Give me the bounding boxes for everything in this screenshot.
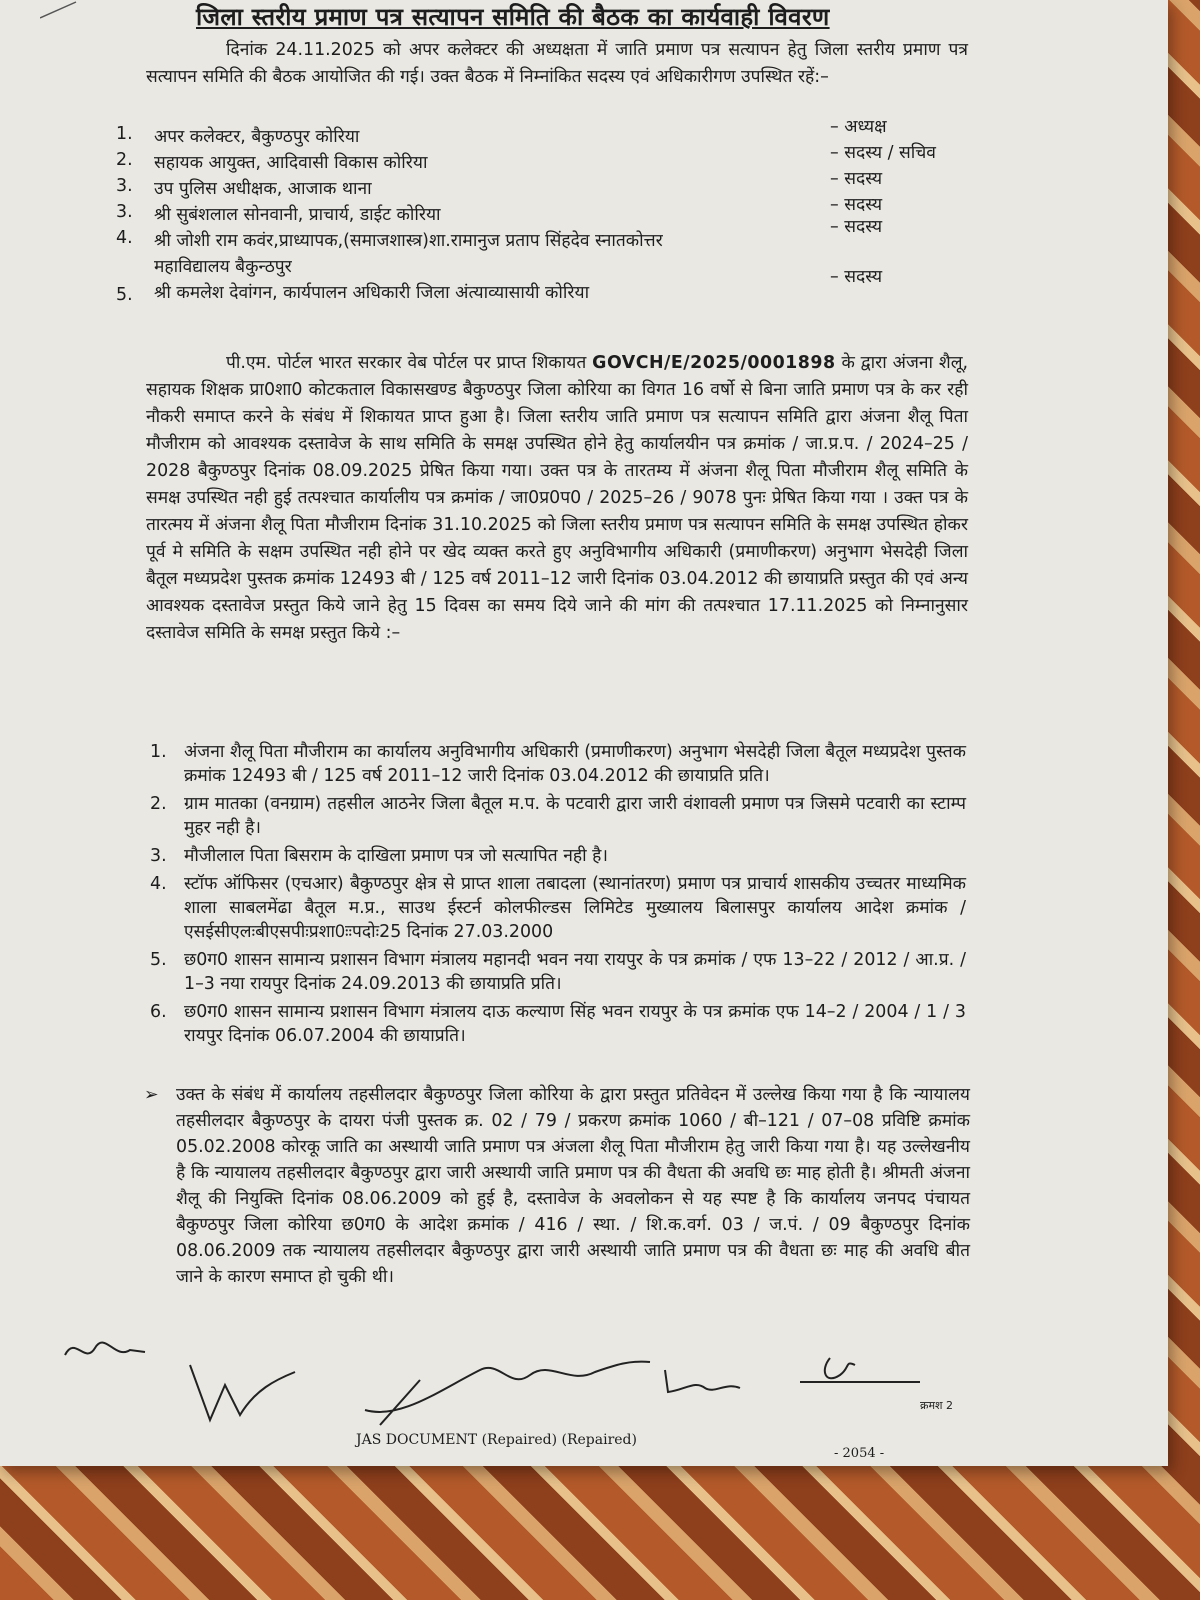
document-list [150, 740, 966, 1052]
member-role: – सदस्य / सचिव [830, 143, 936, 163]
member-name: श्री जोशी राम कवंर,प्राध्यापक,(समाजशास्त्र)शा.रामानुज प्रताप सिंहदेव स्नातकोत्तर महाविद्यालय बैकुन्ठपुर [154, 231, 663, 277]
item-text: छ0ग0 शासन सामान्य प्रशासन विभाग मंत्रालय महानदी भवन नया रायपुर के पत्र क्रमांक / एफ 13–22 / 2012 / आ.प्र. / 1–3 नया रायपुर दिनांक 24.09.2013 की छायाप्रति प्रति। [184, 950, 966, 994]
member-role: – अध्यक्ष [830, 117, 887, 137]
item-text: स्टॉफ ऑफिसर (एचआर) बैकुण्ठपुर क्षेत्र से प्राप्त शाला तबादला (स्थानांतरण) प्रमाण पत्र प्राचार्य शासकीय उच्चतर माध्यमिक शाला साबलमेंढा बैतूल म.प्र., साउथ ईस्टर्न कोलफील्डस लिमिटेड मुख्यालय बिलासपुर कार्यालय आदेश क्रमांक / एसईसीएलःबीएसपीःप्रशा0ःःपदोः25 दिनांक 27.03.2000 [184, 874, 966, 942]
note-paragraph [144, 1082, 970, 1290]
list-item [150, 792, 966, 840]
list-item [150, 1000, 966, 1048]
item-number: 1. [150, 742, 167, 762]
signature-3 [360, 1350, 660, 1430]
list-item [150, 844, 966, 868]
signature-5 [800, 1350, 930, 1390]
item-text: छ0ग0 शासन सामान्य प्रशासन विभाग मंत्रालय दाऊ कल्याण सिंह भवन रायपुर के पत्र क्रमांक एफ 14–2 / 2004 / 1 / 3 रायपुर दिनांक 06.07.2004 की छायाप्रति। [184, 1002, 966, 1046]
member-number: 2. [116, 150, 133, 170]
page-title: जिला स्तरीय प्रमाण पत्र सत्यापन समिति की बैठक का कार्यवाही विवरण [196, 3, 830, 31]
member-name: श्री सुबंशलाल सोनवानी, प्राचार्य, डाईट कोरिया [154, 205, 441, 225]
signature-2 [180, 1360, 300, 1430]
member-name: अपर कलेक्टर, बैकुण्ठपुर कोरिया [154, 127, 360, 147]
list-item [150, 872, 966, 944]
item-text: ग्राम मातका (वनग्राम) तहसील आठनेर जिला बैतूल म.प. के पटवारी द्वारा जारी वंशावली प्रमाण पत्र जिसमे पटवारी का स्टाम्प मुहर नही है। [184, 794, 966, 838]
arrow-bullet-icon: ➢ [144, 1085, 159, 1105]
body-text: के द्वारा अंजना शैलू, सहायक शिक्षक प्रा0शा0 कोटकताल विकासखण्ड बैकुण्ठपुर जिला कोरिया का विगत 16 वर्षो से बिना जाति प्रमाण पत्र के कर रही नौकरी समाप्त करने के संबंध में शिकायत प्राप्त हुआ है। जिला स्तरीय जाति प्रमाण पत्र सत्यापन समिति द्वारा अंजना शैलू पिता मौजीराम को आवश्यक दस्तावेज के साथ समिति के समक्ष उपस्थित होने हेतु कार्यालयीन पत्र क्रमांक / जा.प्र.प. / 2024–25 / 2028 बैकुण्ठपुर दिनांक 08.09.2025 प्रेषित किया गया। उक्त पत्र के तारतम्य में अंजना शैलू पिता मौजीराम शैलू समिति के समक्ष उपस्थित नही हुई तत्पश्चात कार्यालीय पत्र क्रमांक / जा0प्र0प0 / 2025–26 / 9078 पुनः प्रेषित किया गया । उक्त पत्र के तारत्मय में अंजना शैलू पिता मौजीराम दिनांक 31.10.2025 को जिला स्तरीय प्रमाण पत्र सत्यापन समिति के समक्ष उपस्थित होकर पूर्व मे समिति के सक्षम उपस्थित नही होने पर खेद व्यक्त करते हुए अनुविभागीय अधिकारी (प्रमाणीकरण) अनुभाग भेसदेही जिला बैतूल मध्यप्रदेश पुस्तक क्रमांक 12493 बी / 125 वर्ष 2011–12 जारी दिनांक 03.04.2012 की छायाप्रति प्रस्तुत की एवं अन्य आवश्यक दस्तावेज प्रस्तुत किये जाने हेतु 15 दिवस का समय दिये जाने की मांग की तत्पश्चात 17.11.2025 को निम्नानुसार दस्तावेज समिति के समक्ष प्रस्तुत किये :– [146, 353, 969, 643]
body-text-start: पी.एम. पोर्टल भारत सरकार वेब पोर्टल पर प्राप्त शिकायत [226, 353, 587, 373]
continued-marker: क्रमश 2 [920, 1399, 954, 1412]
member-name: उप पुलिस अधीक्षक, आजाक थाना [154, 179, 372, 199]
member-number: 1. [116, 124, 133, 144]
body-paragraph [146, 350, 968, 647]
page-number: - 2054 - [834, 1446, 885, 1461]
item-number: 4. [150, 874, 167, 894]
member-role: – सदस्य [830, 195, 883, 215]
intro-paragraph [146, 37, 968, 91]
member-number: 3. [116, 202, 133, 222]
complaint-number: GOVCH/E/2025/0001898 [592, 353, 836, 373]
item-number: 6. [150, 1002, 167, 1022]
item-text: अंजना शैलू पिता मौजीराम का कार्यालय अनुविभागीय अधिकारी (प्रमाणीकरण) अनुभाग भेसदेही जिला बैतूल मध्यप्रदेश पुस्तक क्रमांक 12493 बी / 125 वर्ष 2011–12 जारी दिनांक 03.04.2012 की छायाप्रति प्रति। [184, 742, 966, 786]
member-name: सहायक आयुक्त, आदिवासी विकास कोरिया [154, 153, 428, 173]
member-row [110, 267, 970, 332]
signature-4 [660, 1360, 750, 1400]
list-item [150, 948, 966, 996]
member-number: 5. [116, 285, 133, 305]
footer-file-name: JAS DOCUMENT (Repaired) (Repaired) [356, 1432, 637, 1448]
note-text: उक्त के संबंध में कार्यालय तहसीलदार बैकुण्ठपुर जिला कोरिया के द्वारा प्रस्तुत प्रतिवेदन में उल्लेख किया गया है कि न्यायालय तहसीलदार बैकुण्ठपुर के दायरा पंजी पुस्तक क्र. 02 / 79 / प्रकरण क्रमांक 1060 / बी–121 / 07–08 प्रविष्टि क्रमांक 05.02.2008 कोरकू जाति का अस्थायी जाति प्रमाण पत्र अंजला शैलू पिता मौजीराम हेतु जारी किया गया है। यह उल्लेखनीय है कि न्यायालय तहसीलदार बैकुण्ठपुर द्वारा जारी अस्थायी जाति प्रमाण पत्र की वैधता की अवधि छः माह होती है। श्रीमती अंजना शैलू की नियुक्ति दिनांक 08.06.2009 को हुई है, दस्तावेज के अवलोकन से यह स्पष्ट है कि कार्यालय जनपद पंचायत बैकुण्ठपुर जिला कोरिया छ0ग0 के आदेश क्रमांक / 416 / स्था. / शि.क.वर्ग. 03 / ज.पं. / 09 बैकुण्ठपुर दिनांक 08.06.2009 तक न्यायालय तहसीलदार बैकुण्ठपुर द्वारा जारी अस्थायी जाति प्रमाण पत्र की वैधता छः माह की अवधि बीत जाने के कारण समाप्त हो चुकी थी। [176, 1085, 970, 1287]
member-list [110, 117, 970, 332]
item-number: 5. [150, 950, 167, 970]
intro-text: दिनांक 24.11.2025 को अपर कलेक्टर की अध्यक्षता में जाति प्रमाण पत्र सत्यापन हेतु जिला स्तरीय प्रमाण पत्र सत्यापन समिति की बैठक आयोजित की गई। उक्त बैठक में निम्नांकित सदस्य एवं अधिकारीगण उपस्थित रहें:– [146, 40, 968, 87]
member-role: – सदस्य [830, 169, 883, 189]
signature-1 [60, 1330, 150, 1370]
member-role: – सदस्य [830, 267, 883, 287]
item-number: 3. [150, 846, 167, 866]
member-number: 4. [116, 228, 133, 248]
pin-mark [40, 0, 100, 20]
member-number: 3. [116, 176, 133, 196]
member-name: श्री कमलेश देवांगन, कार्यपालन अधिकारी जिला अंत्याव्यासायी कोरिया [154, 283, 590, 303]
member-role: – सदस्य [830, 217, 883, 237]
list-item [150, 740, 966, 788]
item-text: मौजीलाल पिता बिसराम के दाखिला प्रमाण पत्र जो सत्यापित नही है। [184, 846, 608, 866]
item-number: 2. [150, 794, 167, 814]
